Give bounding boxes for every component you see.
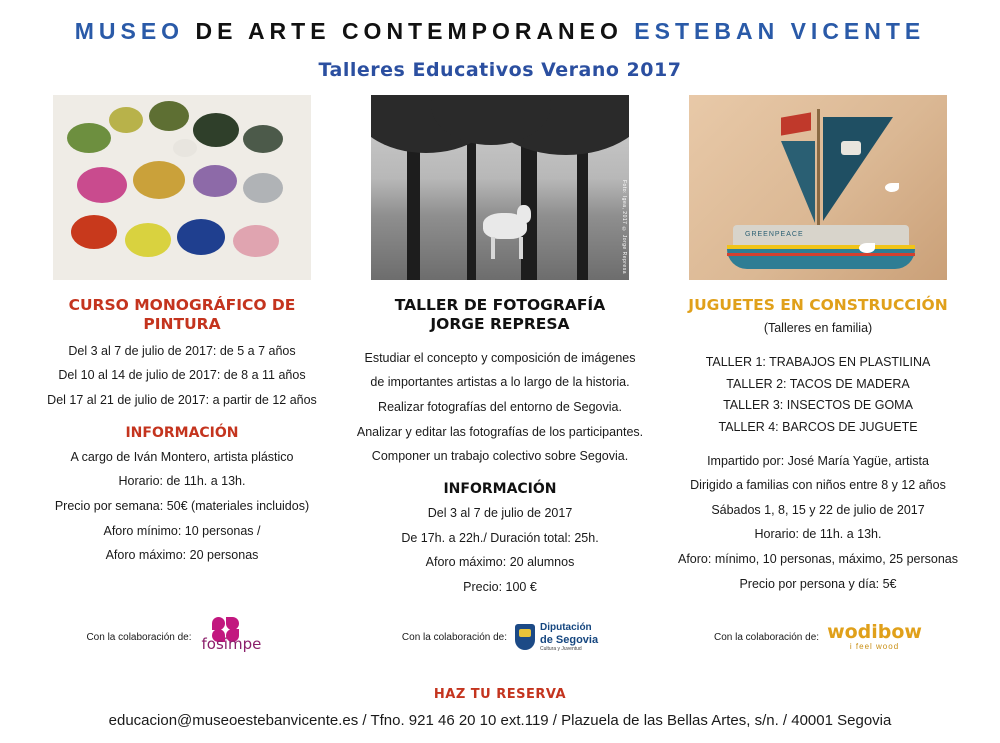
course-title-painting: CURSO MONOGRÁFICO DE PINTURA: [68, 296, 296, 334]
course-title-toys: JUGUETES EN CONSTRUCCIÓN: [688, 296, 948, 314]
wodibow-logo-icon: [827, 623, 922, 651]
course-title-line1: TALLER DE FOTOGRAFÍA: [394, 296, 606, 314]
workshop-item: TALLER 2: TACOS DE MADERA: [726, 376, 910, 391]
workshop-item: TALLER 4: BARCOS DE JUGUETE: [718, 419, 918, 434]
diputacion-department: Cultura y Juventud: [540, 645, 582, 652]
museum-header: [0, 0, 1000, 45]
toy-sailboat-photo: GREENPEACE: [689, 95, 947, 280]
diputacion-subtitle: de Segovia: [540, 633, 599, 646]
poster-subtitle: Talleres Educativos Verano 2017: [318, 59, 682, 81]
info-line: A cargo de Iván Montero, artista plástico: [70, 449, 294, 464]
info-line: Horario: de 11h. a 13h.: [118, 474, 246, 489]
workshop-column-photography: [352, 95, 648, 657]
info-line: Precio: 100 €: [463, 579, 537, 594]
info-line: Precio por persona y día: 5€: [739, 576, 897, 591]
info-heading-painting: INFORMACIÓN: [125, 424, 239, 441]
course-date: Del 10 al 14 de julio de 2017: de 8 a 11 años: [58, 368, 306, 383]
paint-palette-photo: [53, 95, 311, 280]
horse-trees-photo: [371, 95, 629, 280]
museum-name-part3: ESTEBAN VICENTE: [634, 18, 926, 44]
course-description: Realizar fotografías del entorno de Segovia.: [378, 400, 622, 414]
collab-label: Con la colaboración de:: [401, 631, 507, 643]
info-line: Sábados 1, 8, 15 y 22 de julio de 2017: [711, 502, 925, 517]
fosimpe-logo-icon: [200, 617, 278, 657]
info-line: Horario: de 11h. a 13h.: [754, 527, 882, 542]
info-line: Del 3 al 7 de julio de 2017: [427, 505, 573, 520]
fosimpe-wordmark: fosimpe: [201, 635, 262, 654]
info-line: Aforo máximo: 20 alumnos: [425, 555, 575, 570]
info-line: De 17h. a 22h./ Duración total: 25h.: [401, 530, 599, 545]
course-description: Componer un trabajo colectivo sobre Segovia.: [371, 449, 629, 464]
course-description: de importantes artistas a lo largo de la historia.: [370, 375, 630, 390]
course-date: Del 17 al 21 de julio de 2017: a partir de 12 años: [47, 393, 317, 407]
course-title-line2: JORGE REPRESA: [430, 315, 570, 334]
info-line: Dirigido a familias con niños entre 8 y 12 años: [690, 478, 946, 493]
course-description: Estudiar el concepto y composición de imágenes: [364, 350, 636, 365]
info-heading-photography: INFORMACIÓN: [443, 480, 557, 497]
reservation-heading: HAZ TU RESERVA: [433, 687, 567, 702]
course-title-photography: [395, 296, 605, 335]
collaboration-photography: [402, 617, 598, 657]
info-line: Aforo máximo: 20 personas: [105, 548, 259, 563]
course-date: Del 3 al 7 de julio de 2017: de 5 a 7 años: [68, 343, 296, 358]
photo-credit: Foto: Igea, 2017 © Jorge Represa: [621, 180, 627, 274]
footer: [0, 687, 1000, 729]
contact-info: educacion@museoestebanvicente.es / Tfno. 921 46 20 10 ext.119 / Plazuela de las Bellas Artes, s/n. / 40001 Segovia: [108, 712, 892, 729]
workshop-columns: [0, 95, 1000, 657]
workshop-column-toys: [670, 95, 966, 657]
course-description: Analizar y editar las fotografías de los participantes.: [356, 424, 644, 439]
wodibow-wordmark: wodibow: [827, 621, 922, 644]
course-subtitle-toys: (Talleres en familia): [763, 321, 873, 336]
info-line: Precio por semana: 50€ (materiales incluidos): [54, 498, 310, 513]
workshop-column-painting: [34, 95, 330, 657]
info-line: Aforo: mínimo, 10 personas, máximo, 25 personas: [678, 552, 958, 566]
info-line: Impartido por: José María Yagüe, artista: [707, 453, 929, 468]
workshop-item: TALLER 1: TRABAJOS EN PLASTILINA: [705, 355, 931, 369]
diputacion-wordmark: Diputación: [540, 622, 592, 634]
workshop-item: TALLER 3: INSECTOS DE GOMA: [723, 398, 913, 413]
info-line: Aforo mínimo: 10 personas /: [103, 523, 261, 538]
collab-label: Con la colaboración de:: [86, 631, 192, 643]
shield-icon: [515, 624, 535, 650]
collab-label: Con la colaboración de:: [713, 631, 820, 643]
museum-name-part1: MUSEO: [74, 18, 185, 44]
wodibow-tagline: i feel wood: [849, 642, 900, 652]
museum-name-part2: DE ARTE CONTEMPORANEO: [195, 18, 623, 44]
diputacion-logo-icon: [515, 622, 598, 652]
collaboration-toys: [714, 617, 922, 657]
collaboration-painting: [86, 617, 277, 657]
